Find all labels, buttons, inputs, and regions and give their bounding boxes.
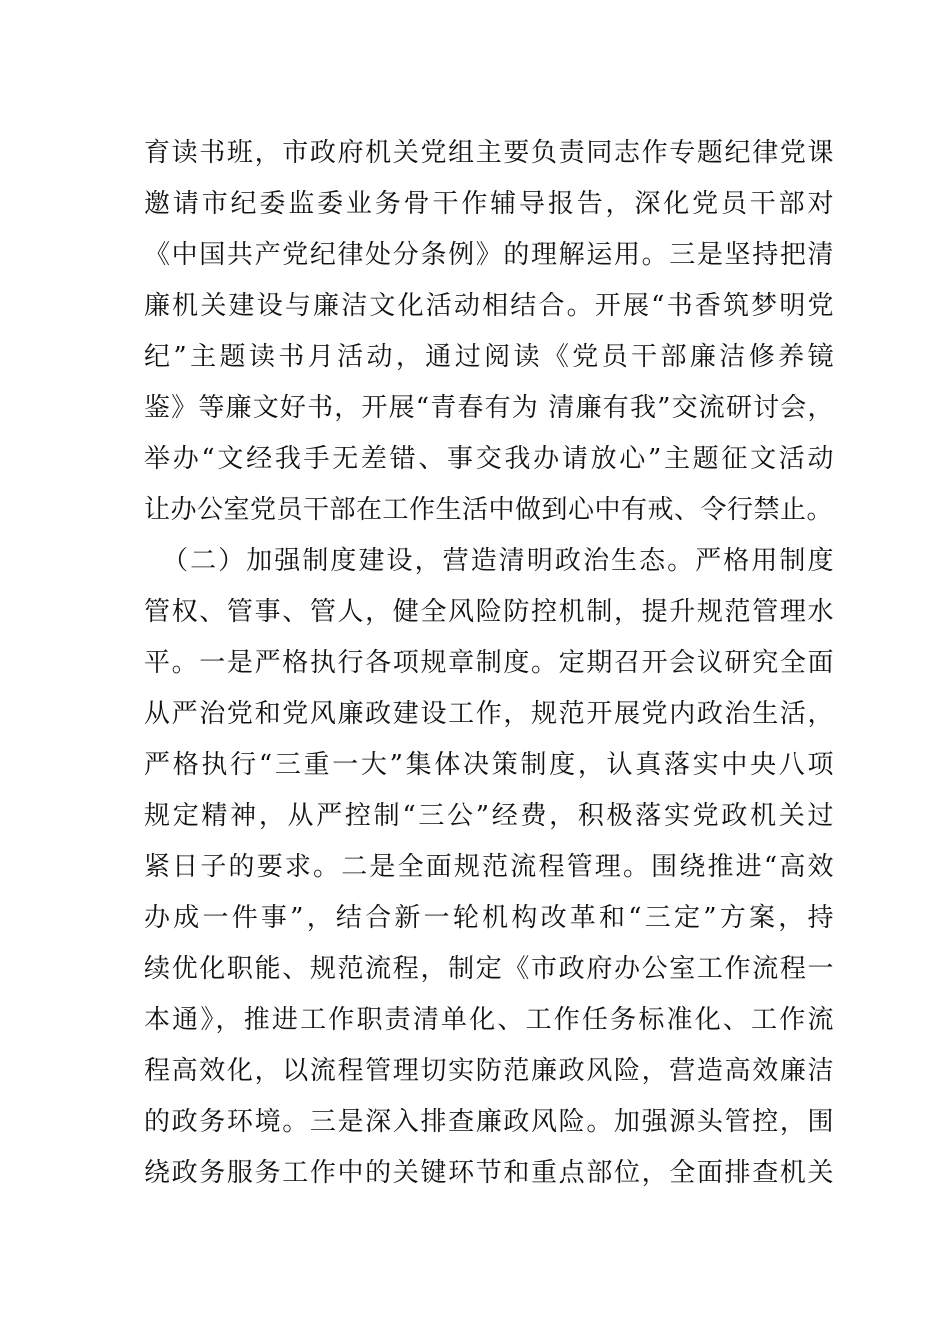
paragraph-1 xyxy=(144,128,834,536)
text-line: 程高效化，以流程管理切实防范廉政风险，营造高效廉洁 xyxy=(144,1056,834,1086)
text-line: 规定精神，从严控制“三公”经费，积极落实党政机关过 xyxy=(144,801,834,831)
text-line: 《中国共产党纪律处分条例》的理解运用。三是坚持把清 xyxy=(144,240,834,270)
text-line: 从严治党和党风廉政建设工作，规范开展党内政治生活， xyxy=(144,699,834,729)
text-line: 邀请市纪委监委业务骨干作辅导报告，深化党员干部对 xyxy=(144,189,834,219)
text-line: 纪”主题读书月活动，通过阅读《党员干部廉洁修养镜 xyxy=(144,342,834,372)
text-line: 鉴》等廉文好书，开展“青春有为 清廉有我”交流研讨会， xyxy=(144,393,834,423)
paragraph-2 xyxy=(144,536,834,1199)
text-line: 让办公室党员干部在工作生活中做到心中有戒、令行禁止。 xyxy=(144,495,834,525)
text-line: 续优化职能、规范流程，制定《市政府办公室工作流程一 xyxy=(144,954,834,984)
text-line: 严格执行“三重一大”集体决策制度，认真落实中央八项 xyxy=(144,750,834,780)
text-line: 的政务环境。三是深入排查廉政风险。加强源头管控，围 xyxy=(144,1107,834,1137)
text-line: 管权、管事、管人，健全风险防控机制，提升规范管理水 xyxy=(144,597,834,627)
text-line: 平。一是严格执行各项规章制度。定期召开会议研究全面 xyxy=(144,648,834,678)
text-line: 育读书班，市政府机关党组主要负责同志作专题纪律党课 xyxy=(144,138,834,168)
text-line: 本通》，推进工作职责清单化、工作任务标准化、工作流 xyxy=(144,1005,834,1035)
text-line: 绕政务服务工作中的关键环节和重点部位，全面排查机关 xyxy=(144,1158,834,1188)
text-line: 办成一件事”，结合新一轮机构改革和“三定”方案，持 xyxy=(144,903,834,933)
text-line: 紧日子的要求。二是全面规范流程管理。围绕推进“高效 xyxy=(144,852,834,882)
text-line: 举办“文经我手无差错、事交我办请放心”主题征文活动 xyxy=(144,444,834,474)
text-line: （二）加强制度建设，营造清明政治生态。严格用制度 xyxy=(162,546,834,576)
text-line: 廉机关建设与廉洁文化活动相结合。开展“书香筑梦明党 xyxy=(144,291,834,321)
